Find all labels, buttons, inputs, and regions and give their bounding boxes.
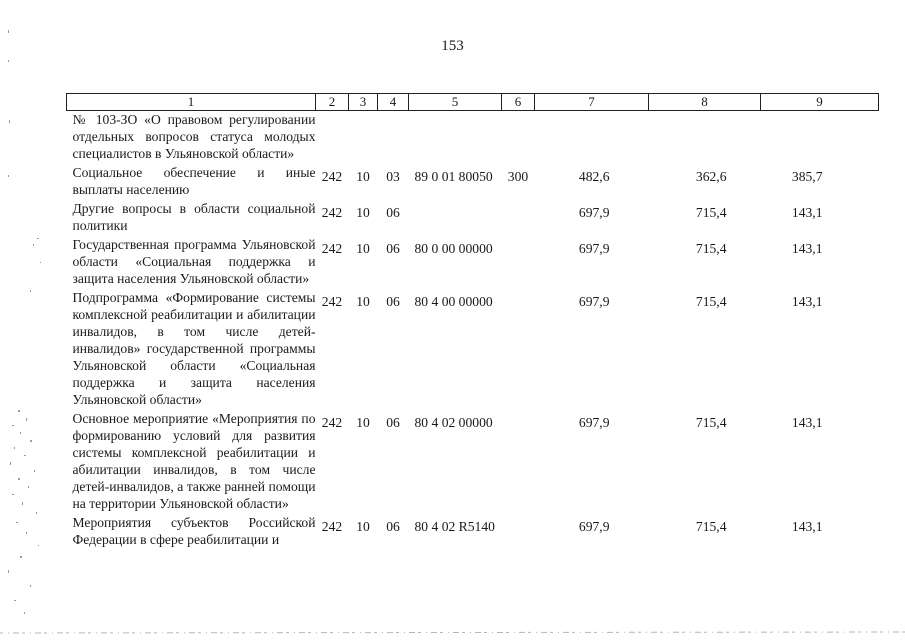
page-number: 153 bbox=[441, 38, 464, 54]
table-body bbox=[67, 111, 879, 551]
cell-subsection: 06 bbox=[386, 519, 400, 534]
header-col-5: 5 bbox=[409, 94, 502, 111]
cell-amount-col7 bbox=[535, 111, 649, 165]
cell-expense-type bbox=[502, 289, 535, 410]
row-name: Подпрограмма «Формирование системы комплексной реабилитации и абилитации инвалидов, в том числе детей-инвалидов» государственной программы Ульяновской области «Социальная поддержка и защита населения Ульяновской области» bbox=[72, 290, 316, 407]
cell-section: 10 bbox=[356, 169, 370, 184]
cell-expense-type bbox=[502, 410, 535, 514]
cell-amount-col9: 143,1 bbox=[791, 241, 823, 256]
table-row bbox=[67, 164, 879, 200]
cell-expense-type bbox=[502, 514, 535, 550]
cell-amount-col8: 715,4 bbox=[695, 241, 727, 256]
cell-section: 10 bbox=[356, 519, 370, 534]
cell-admin-code: 242 bbox=[321, 205, 343, 220]
cell-subsection: 06 bbox=[386, 205, 400, 220]
cell-amount-col8: 362,6 bbox=[695, 169, 727, 184]
cell-subsection: 06 bbox=[386, 241, 400, 256]
cell-subsection bbox=[378, 111, 409, 165]
row-name: Социальное обеспечение и иные выплаты населению bbox=[72, 165, 316, 197]
header-col-2: 2 bbox=[316, 94, 349, 111]
header-col-7: 7 bbox=[535, 94, 649, 111]
cell-target-item: 80 4 02 00000 bbox=[414, 415, 493, 430]
cell-amount-col8: 715,4 bbox=[695, 415, 727, 430]
cell-amount-col8: 715,4 bbox=[695, 294, 727, 309]
cell-amount-col7: 697,9 bbox=[578, 294, 610, 309]
cell-target-item: 89 0 01 80050 bbox=[414, 169, 493, 184]
row-name: № 103-ЗО «О правовом регулировании отдельных вопросов статуса молодых специалистов в Ульяновской области» bbox=[72, 112, 316, 161]
cell-admin-code: 242 bbox=[321, 415, 343, 430]
cell-amount-col7: 697,9 bbox=[578, 415, 610, 430]
scan-bottom-edge bbox=[0, 624, 905, 640]
header-col-8: 8 bbox=[649, 94, 761, 111]
header-col-3: 3 bbox=[349, 94, 378, 111]
table-row bbox=[67, 410, 879, 514]
cell-section: 10 bbox=[356, 241, 370, 256]
scan-margin-noise bbox=[0, 0, 60, 640]
cell-admin-code: 242 bbox=[321, 294, 343, 309]
cell-subsection: 06 bbox=[386, 415, 400, 430]
table-row bbox=[67, 236, 879, 289]
header-col-9: 9 bbox=[761, 94, 879, 111]
header-col-4: 4 bbox=[378, 94, 409, 111]
header-row bbox=[67, 94, 879, 111]
cell-target-item: 80 4 02 R5140 bbox=[414, 519, 495, 534]
cell-target-item: 80 0 00 00000 bbox=[414, 241, 493, 256]
cell-amount-col9: 143,1 bbox=[791, 415, 823, 430]
cell-amount-col7: 697,9 bbox=[578, 519, 610, 534]
header-col-1: 1 bbox=[67, 94, 316, 111]
budget-table bbox=[66, 93, 879, 550]
cell-expense-type bbox=[502, 111, 535, 165]
cell-section bbox=[349, 111, 378, 165]
cell-section: 10 bbox=[356, 415, 370, 430]
row-name: Государственная программа Ульяновской области «Социальная поддержка и защита населения Ульяновской области» bbox=[72, 237, 316, 286]
cell-amount-col9: 143,1 bbox=[791, 205, 823, 220]
cell-amount-col8: 715,4 bbox=[695, 205, 727, 220]
cell-amount-col8 bbox=[649, 111, 761, 165]
cell-section: 10 bbox=[356, 205, 370, 220]
cell-admin-code: 242 bbox=[321, 241, 343, 256]
cell-target-item: 80 4 00 00000 bbox=[414, 294, 493, 309]
cell-section: 10 bbox=[356, 294, 370, 309]
cell-amount-col7: 482,6 bbox=[578, 169, 610, 184]
table-row bbox=[67, 200, 879, 236]
cell-admin-code: 242 bbox=[321, 519, 343, 534]
cell-amount-col9: 143,1 bbox=[791, 294, 823, 309]
cell-amount-col9: 385,7 bbox=[791, 169, 823, 184]
cell-subsection: 06 bbox=[386, 294, 400, 309]
cell-amount-col7: 697,9 bbox=[578, 241, 610, 256]
cell-admin-code bbox=[316, 111, 349, 165]
cell-amount-col9 bbox=[761, 111, 879, 165]
table-row bbox=[67, 111, 879, 165]
row-name: Мероприятия субъектов Российской Федерации в сфере реабилитации и bbox=[72, 515, 316, 547]
cell-expense-type bbox=[502, 236, 535, 289]
cell-amount-col7: 697,9 bbox=[578, 205, 610, 220]
table-row bbox=[67, 289, 879, 410]
header-col-6: 6 bbox=[502, 94, 535, 111]
cell-expense-type: 300 bbox=[507, 169, 529, 184]
table-row bbox=[67, 514, 879, 550]
cell-subsection: 03 bbox=[386, 169, 400, 184]
row-name: Другие вопросы в области социальной политики bbox=[72, 201, 316, 233]
cell-target-item bbox=[409, 200, 502, 236]
cell-admin-code: 242 bbox=[321, 169, 343, 184]
cell-amount-col9: 143,1 bbox=[791, 519, 823, 534]
cell-amount-col8: 715,4 bbox=[695, 519, 727, 534]
row-name: Основное мероприятие «Мероприятия по формированию условий для развития системы комплексной реабилитации и абилитации инвалидов, в том числе детей-инвалидов, а также ранней помощи на территории Ульяновской области» bbox=[72, 411, 316, 511]
cell-expense-type bbox=[502, 200, 535, 236]
cell-target-item bbox=[409, 111, 502, 165]
